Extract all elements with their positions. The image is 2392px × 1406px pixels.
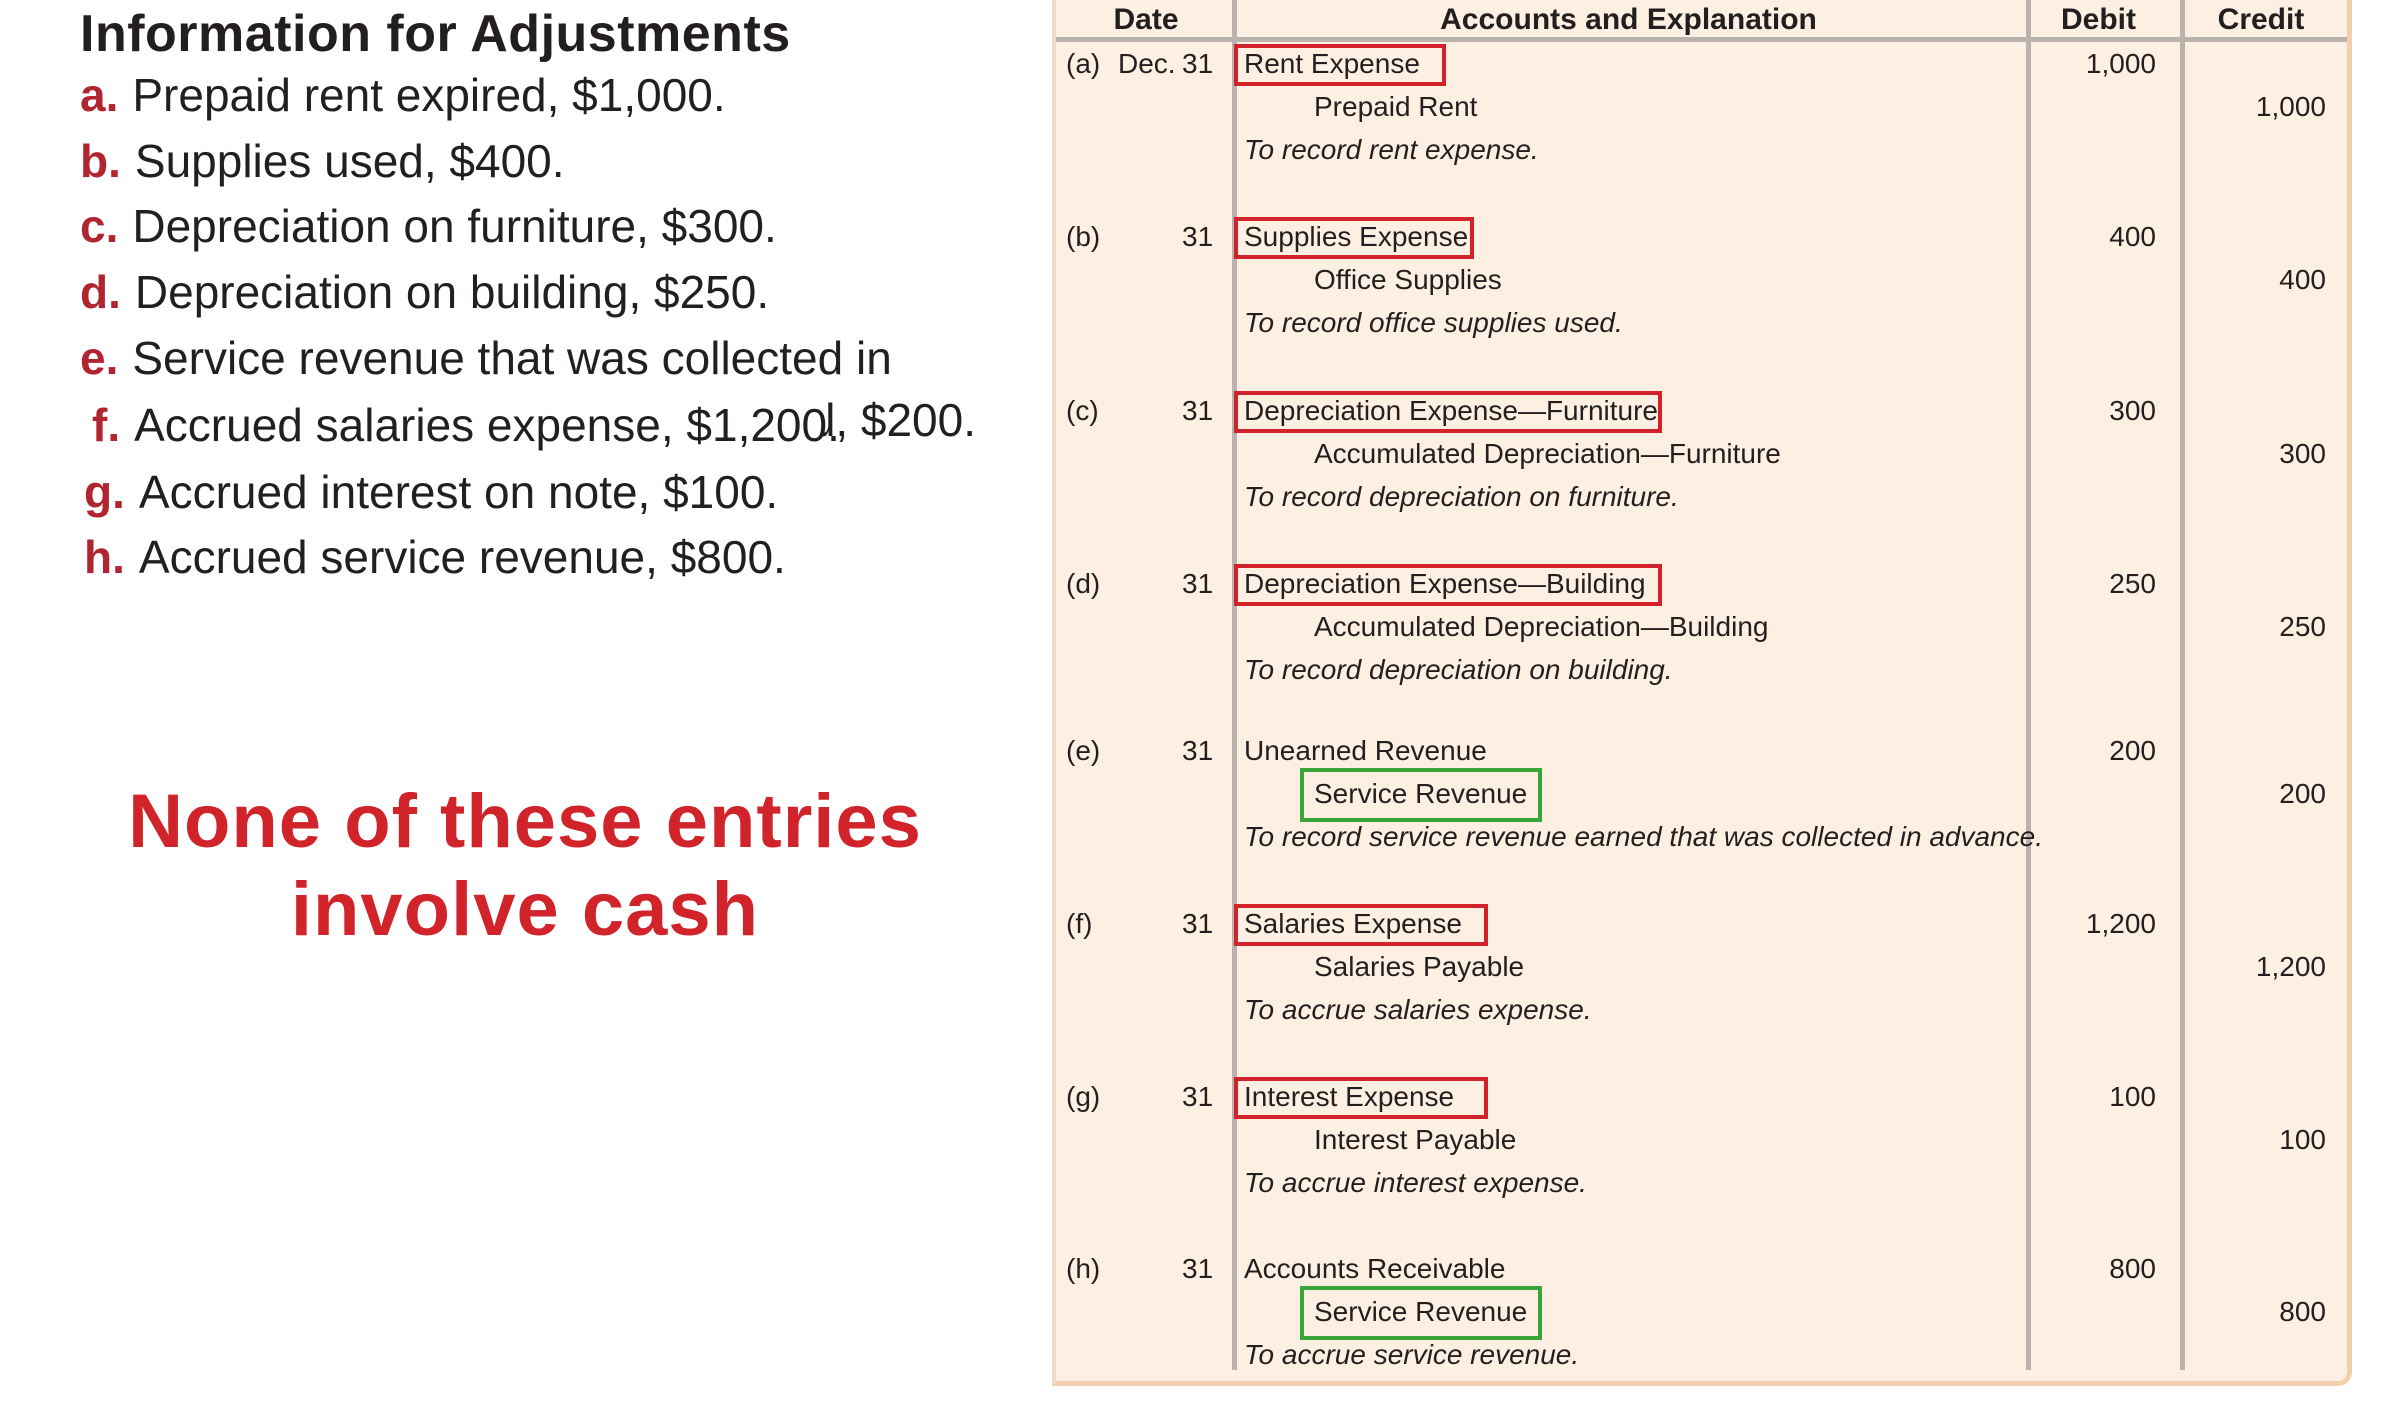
debit-account-highlight-box	[1234, 217, 1474, 259]
entry-day: 31	[1182, 1253, 1214, 1284]
adjustments-info-panel	[0, 0, 1040, 1406]
entry-label: (c)	[1066, 395, 1099, 426]
entry-day: 31	[1182, 1081, 1214, 1112]
entry-explanation: To accrue interest expense.	[1244, 1167, 1587, 1198]
adjustment-text: Accrued interest on note, $100.	[138, 466, 779, 518]
debit-account: Unearned Revenue	[1244, 735, 1487, 766]
adjustment-letter: h.	[84, 531, 125, 583]
credit-amount: 1,200	[2255, 951, 2326, 982]
column-divider	[2026, 0, 2031, 1370]
debit-amount: 1,000	[2085, 48, 2156, 79]
info-title: Information for Adjustments	[80, 5, 791, 63]
column-divider	[1232, 0, 1237, 1370]
credit-account: Office Supplies	[1314, 264, 1502, 295]
adjustment-text: Service revenue that was collected in	[132, 332, 892, 384]
header-date: Date	[1113, 3, 1179, 36]
adjustment-letter: e.	[80, 332, 119, 384]
debit-account-highlight-box	[1234, 391, 1662, 433]
entry-explanation: To record rent expense.	[1244, 134, 1539, 165]
adjustment-text: Prepaid rent expired, $1,000.	[132, 69, 726, 121]
debit-account: Rent Expense	[1244, 48, 1420, 79]
adjustment-letter: a.	[80, 69, 119, 121]
credit-account: Accumulated Depreciation—Building	[1314, 611, 1769, 642]
entry-label: (b)	[1066, 221, 1101, 252]
adjustment-text: Supplies used, $400.	[134, 135, 565, 187]
entry-explanation: To record office supplies used.	[1244, 307, 1623, 338]
entry-label: (g)	[1066, 1081, 1101, 1112]
entry-label: (a)	[1066, 48, 1101, 79]
debit-account: Interest Expense	[1244, 1081, 1455, 1112]
callout-line-2: involve cash	[290, 867, 760, 952]
debit-amount: 200	[2109, 735, 2156, 766]
debit-amount: 250	[2109, 568, 2156, 599]
journal-table	[1052, 0, 2352, 1386]
debit-account: Supplies Expense	[1244, 221, 1469, 252]
entry-explanation: To accrue salaries expense.	[1244, 994, 1592, 1025]
debit-account-highlight-box	[1234, 564, 1662, 606]
adjustment-item-d	[80, 265, 769, 319]
credit-amount: 100	[2279, 1124, 2326, 1155]
adjustment-item-g	[84, 465, 778, 519]
entry-label: (e)	[1066, 735, 1101, 766]
debit-account-highlight-box	[1234, 904, 1488, 946]
entry-explanation: To record depreciation on furniture.	[1244, 481, 1679, 512]
overlapping-text-fragment: ɺ, $200.	[820, 394, 976, 446]
entry-explanation: To record service revenue earned that was collected in advance.	[1244, 821, 2043, 852]
adjustment-text: Accrued service revenue, $800.	[138, 531, 786, 583]
adjustment-letter: d.	[80, 266, 121, 318]
entry-explanation: To record depreciation on building.	[1244, 654, 1673, 685]
credit-account: Service Revenue	[1314, 1296, 1528, 1327]
credit-account: Interest Payable	[1314, 1124, 1517, 1155]
debit-amount: 1,200	[2085, 908, 2156, 939]
credit-amount: 200	[2279, 778, 2326, 809]
adjustment-letter: c.	[80, 200, 119, 252]
credit-account-highlight-box	[1300, 1286, 1542, 1340]
adjustment-text: Depreciation on building, $250.	[134, 266, 770, 318]
debit-amount: 300	[2109, 395, 2156, 426]
adjustment-item-f	[92, 398, 840, 452]
debit-account-highlight-box	[1234, 44, 1446, 86]
debit-account: Salaries Expense	[1244, 908, 1462, 939]
credit-amount: 250	[2279, 611, 2326, 642]
callout-line-1: None of these entries	[128, 779, 922, 864]
callout-text	[30, 778, 1020, 954]
entry-explanation: To accrue service revenue.	[1244, 1339, 1580, 1370]
debit-account: Depreciation Expense—Building	[1244, 568, 1646, 599]
credit-amount: 400	[2279, 264, 2326, 295]
journal-header	[1056, 0, 2347, 42]
credit-account: Accumulated Depreciation—Furniture	[1314, 438, 1781, 469]
header-credit: Credit	[2217, 3, 2305, 36]
adjustment-text: Depreciation on furniture, $300.	[132, 200, 777, 252]
credit-account: Service Revenue	[1314, 778, 1528, 809]
entry-label: (d)	[1066, 568, 1101, 599]
entry-month: Dec.	[1118, 48, 1176, 79]
credit-amount: 800	[2279, 1296, 2326, 1327]
adjustment-item-b	[80, 134, 565, 188]
adjustment-item-c	[80, 199, 777, 253]
adjustment-item-e	[80, 331, 892, 385]
entry-label: (f)	[1066, 908, 1093, 939]
debit-amount: 800	[2109, 1253, 2156, 1284]
adjustment-item-a	[80, 68, 726, 122]
credit-amount: 1,000	[2255, 91, 2326, 122]
credit-account-highlight-box	[1300, 768, 1542, 822]
debit-account-highlight-box	[1234, 1077, 1488, 1119]
entry-day: 31	[1182, 568, 1214, 599]
credit-amount: 300	[2279, 438, 2326, 469]
adjustment-letter: b.	[80, 135, 121, 187]
entry-day: 31	[1182, 221, 1214, 252]
entry-day: 31	[1182, 735, 1214, 766]
credit-account: Prepaid Rent	[1314, 91, 1478, 122]
adjustment-letter: f.	[92, 399, 121, 451]
debit-account: Accounts Receivable	[1244, 1253, 1506, 1284]
adjustment-item-h	[84, 530, 786, 584]
entry-day: 31	[1182, 48, 1214, 79]
header-debit: Debit	[2061, 3, 2136, 36]
entry-label: (h)	[1066, 1253, 1101, 1284]
adjustment-text: Accrued salaries expense, $1,200.	[134, 399, 840, 451]
debit-amount: 400	[2109, 221, 2156, 252]
adjustment-letter: g.	[84, 466, 125, 518]
entry-day: 31	[1182, 908, 1214, 939]
column-divider	[2180, 0, 2185, 1370]
debit-account: Depreciation Expense—Furniture	[1244, 395, 1658, 426]
credit-account: Salaries Payable	[1314, 951, 1525, 982]
debit-amount: 100	[2109, 1081, 2156, 1112]
header-accounts: Accounts and Explanation	[1440, 3, 1817, 36]
entry-day: 31	[1182, 395, 1214, 426]
